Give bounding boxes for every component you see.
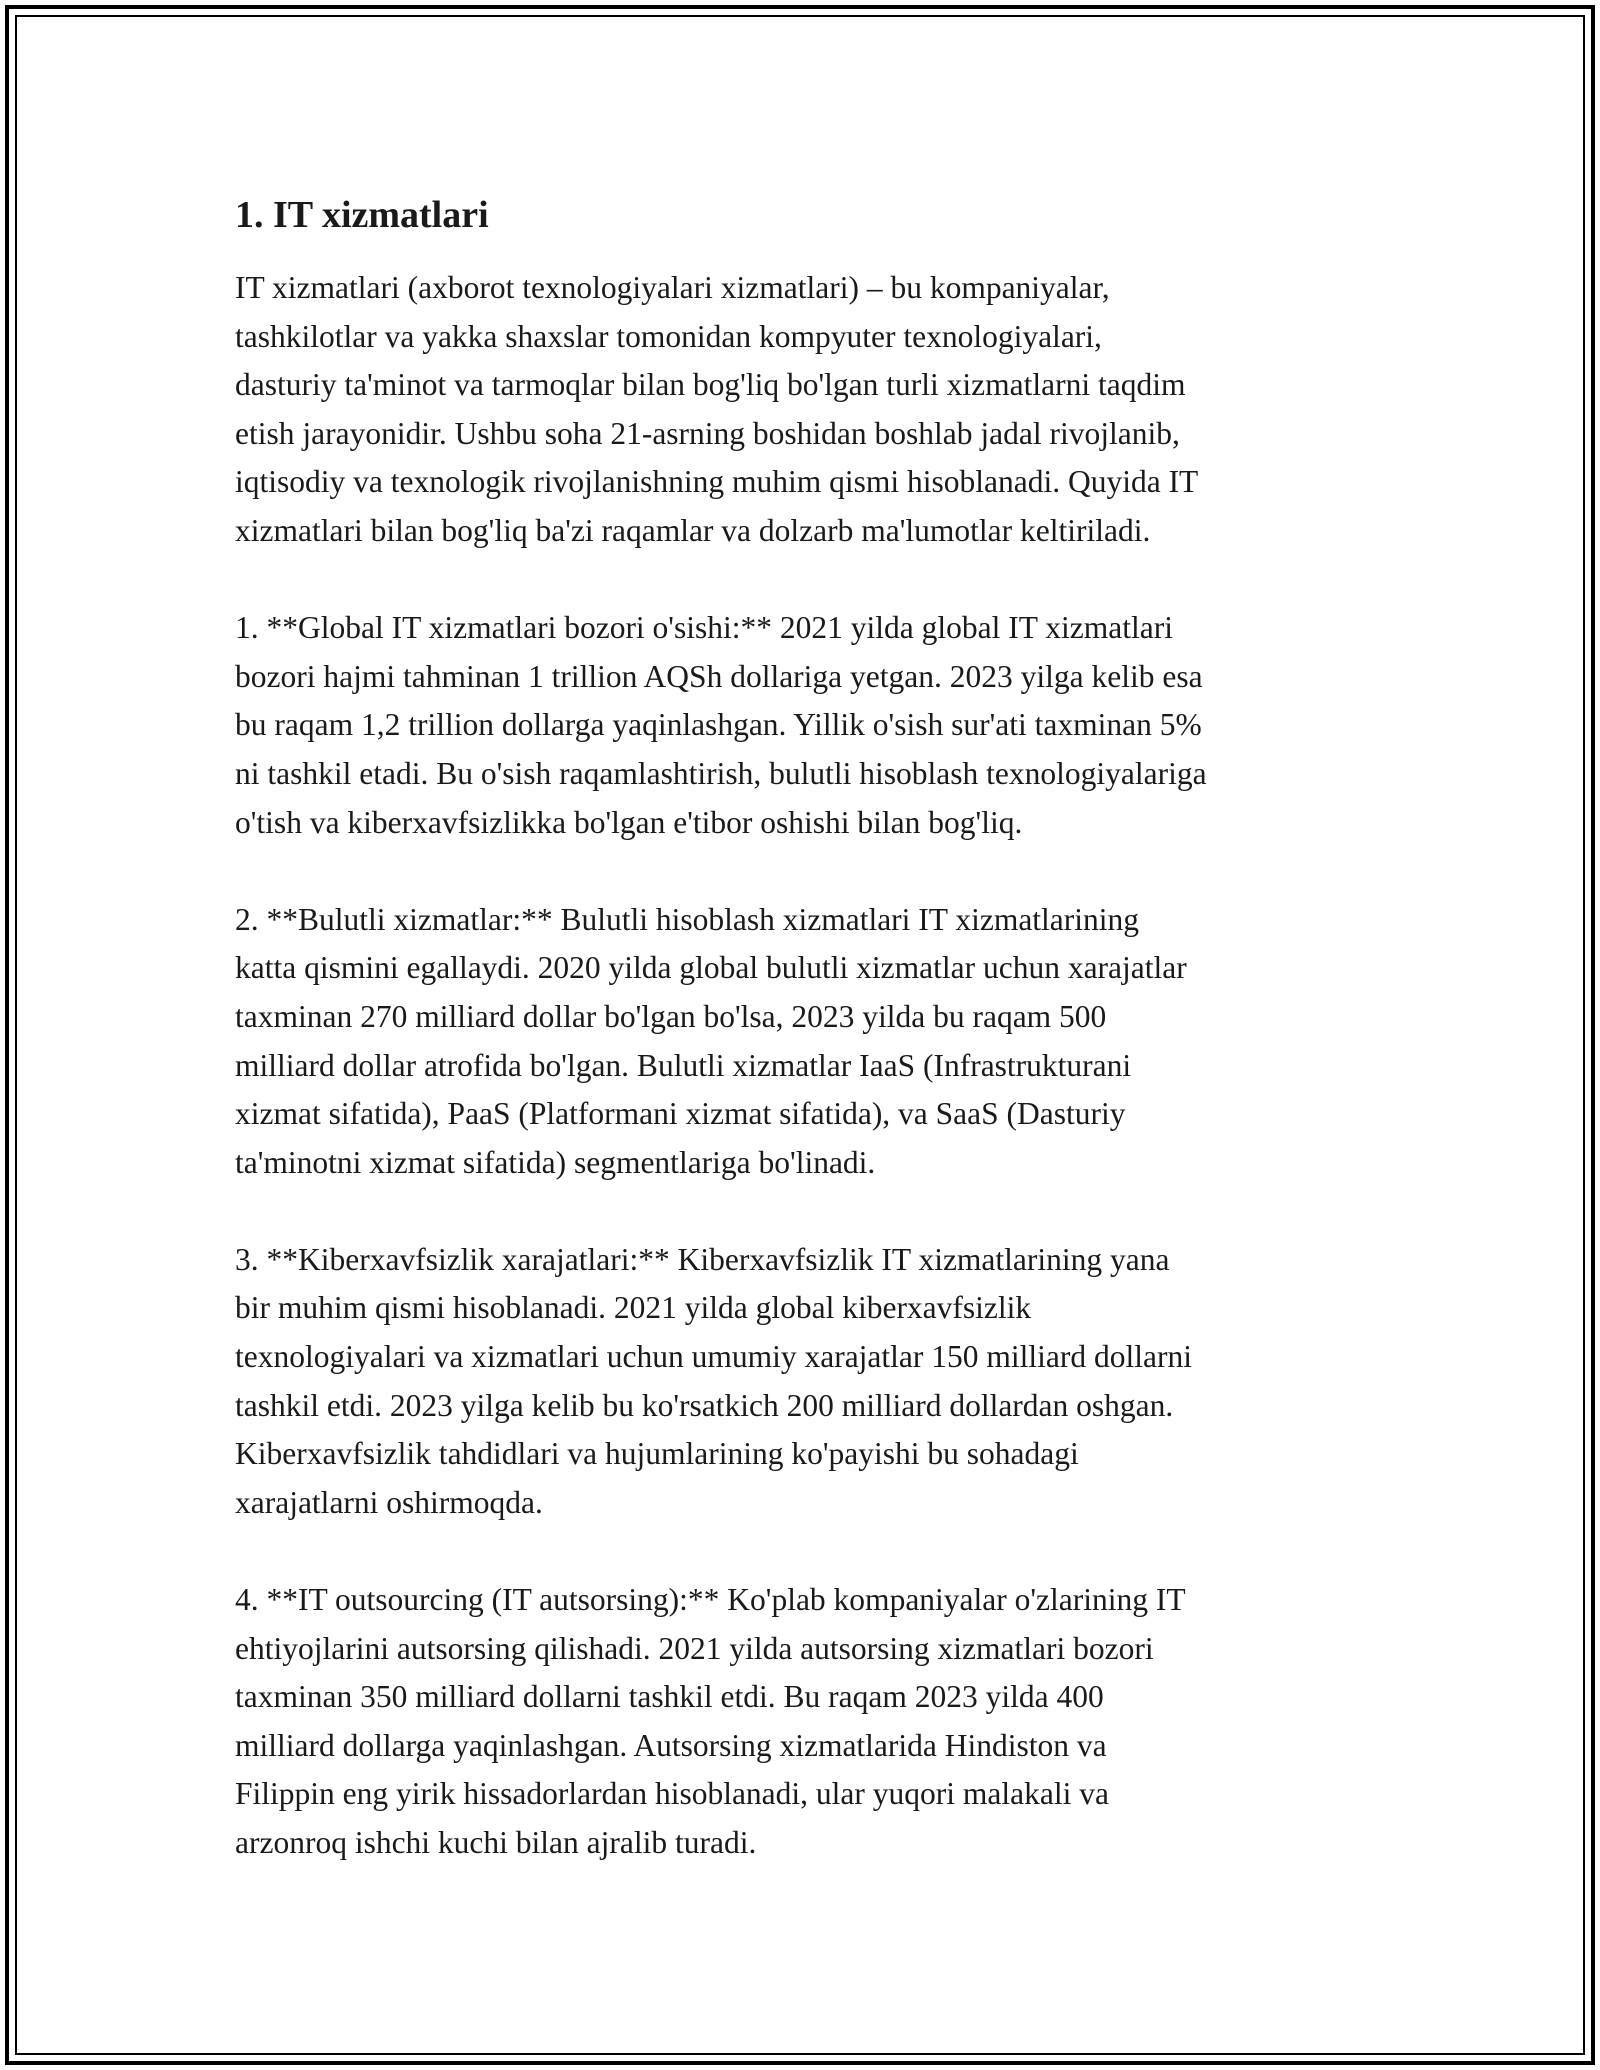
- paragraph-global-it-market: 1. **Global IT xizmatlari bozori o'sishi:** 2021 yilda global IT xizmatlari bozori hajmi tahminan 1 trillion AQSh dollariga yetgan. 2023 yilga kelib esa bu raqam 1,2 trillion dollarga yaqinlashgan. Yillik o'sish sur'ati taxminan 5% ni tashkil etadi. Bu o'sish raqamlashtirish, bulutli hisoblash texnologiyalariga o'tish va kiberxavfsizlikka bo'lgan e'tibor oshishi bilan bog'liq.: [235, 610, 1207, 840]
- paragraph-it-outsourcing: 4. **IT outsourcing (IT autsorsing):** Ko'plab kompaniyalar o'zlarining IT ehtiyojlarini autsorsing qilishadi. 2021 yilda autsorsing xizmatlari bozori taxminan 350 milliard dollarni tashkil etdi. Bu raqam 2023 yilda 400 milliard dollarga yaqinlashgan. Autsorsing xizmatlarida Hindiston va Filippin eng yirik hissadorlardan hisoblanadi, ular yuqori malakali va arzonroq ishchi kuchi bilan ajralib turadi.: [235, 1582, 1186, 1860]
- section-heading: 1. IT xizmatlari: [235, 194, 489, 236]
- document-body: [235, 188, 1375, 1868]
- paragraph-cloud-services: 2. **Bulutli xizmatlar:** Bulutli hisoblash xizmatlari IT xizmatlarining katta qismini egallaydi. 2020 yilda global bulutli xizmatlar uchun xarajatlar taxminan 270 milliard dollar bo'lgan bo'lsa, 2023 yilda bu raqam 500 milliard dollar atrofida bo'lgan. Bulutli xizmatlar IaaS (Infrastrukturani xizmat sifatida), PaaS (Platformani xizmat sifatida), va SaaS (Dasturiy ta'minotni xizmat sifatida) segmentlariga bo'linadi.: [235, 901, 1187, 1180]
- intro-paragraph: IT xizmatlari (axborot texnologiyalari xizmatlari) – bu kompaniyalar, tashkilotlar va yakka shaxslar tomonidan kompyuter texnologiyalari, dasturiy ta'minot va tarmoqlar bilan bog'liq bo'lgan turli xizmatlarni taqdim etish jarayonidir. Ushbu soha 21-asrning boshidan boshlab jadal rivojlanib, iqtisodiy va texnologik rivojlanishning muhim qismi hisoblanadi. Quyida IT xizmatlari bilan bog'liq ba'zi raqamlar va dolzarb ma'lumotlar keltiriladi.: [235, 270, 1199, 548]
- paragraph-cybersecurity: 3. **Kiberxavfsizlik xarajatlari:** Kiberxavfsizlik IT xizmatlarining yana bir muhim qismi hisoblanadi. 2021 yilda global kiberxavfsizlik texnologiyalari va xizmatlari uchun umumiy xarajatlar 150 milliard dollarni tashkil etdi. 2023 yilga kelib bu ko'rsatkich 200 milliard dollardan oshgan. Kiberxavfsizlik tahdidlari va hujumlarining ko'payishi bu sohadagi xarajatlarni oshirmoqda.: [235, 1241, 1192, 1520]
